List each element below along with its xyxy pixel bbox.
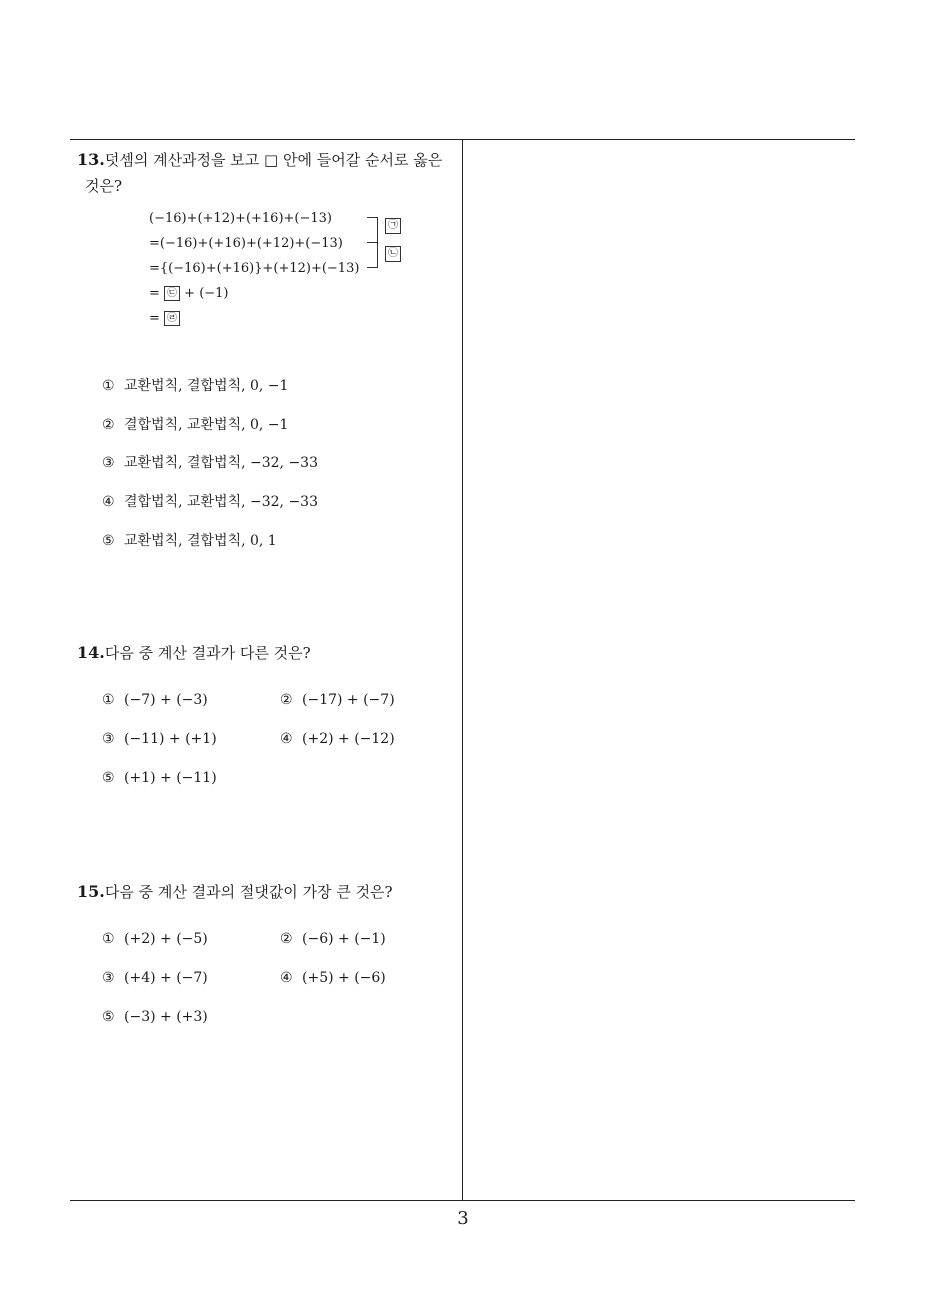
q15-option-2[interactable] [280, 931, 386, 947]
bracket-label-b: ㉡ [385, 246, 401, 262]
q15-option-3-text: (+4) + (−7) [124, 970, 208, 986]
q13-option-2[interactable] [102, 414, 288, 434]
q13-option-4-marker: ④ [102, 494, 115, 510]
q13-option-1[interactable] [102, 375, 288, 395]
question-14-line: 다음 중 계산 결과가 다른 것은? [104, 644, 311, 662]
question-15-text [77, 879, 457, 905]
q15-option-3[interactable] [102, 970, 208, 986]
question-13-text [77, 147, 457, 199]
q15-option-2-marker: ② [280, 931, 293, 947]
q14-option-5-marker: ⑤ [102, 770, 115, 786]
q14-option-3-marker: ③ [102, 731, 115, 747]
q13-option-4[interactable] [102, 491, 318, 511]
q15-option-3-marker: ③ [102, 970, 115, 986]
box-c: ㉢ [164, 286, 180, 301]
q13-option-5[interactable] [102, 530, 277, 550]
q13-option-1-text: 교환법칙, 결합법칙, 0, −1 [124, 378, 289, 394]
question-15-line: 다음 중 계산 결과의 절댓값이 가장 큰 것은? [104, 883, 393, 901]
box-d: ㉣ [164, 311, 180, 326]
q15-option-4-text: (+5) + (−6) [302, 970, 386, 986]
q15-option-2-text: (−6) + (−1) [302, 931, 386, 947]
q15-option-1[interactable] [102, 931, 208, 947]
question-14 [77, 640, 457, 666]
q15-option-1-marker: ① [102, 931, 115, 947]
q14-option-2-marker: ② [280, 692, 293, 708]
q13-option-5-marker: ⑤ [102, 533, 115, 549]
question-15-number: 15. [77, 882, 105, 901]
step-1: (−16)+(+12)+(+16)+(−13) [149, 211, 332, 226]
bracket-a [367, 217, 378, 243]
q14-option-4[interactable] [280, 731, 395, 747]
q14-option-2[interactable] [280, 692, 395, 708]
q13-option-4-text: 결합법칙, 교환법칙, −32, −33 [124, 494, 318, 510]
q15-option-5-marker: ⑤ [102, 1009, 115, 1025]
question-15 [77, 879, 457, 905]
q15-option-4[interactable] [280, 970, 386, 986]
step-4: = ㉢ + (−1) [149, 286, 229, 301]
page-number: 3 [457, 1208, 469, 1229]
q14-option-4-text: (+2) + (−12) [302, 731, 395, 747]
q13-option-1-marker: ① [102, 378, 115, 394]
q13-option-2-text: 결합법칙, 교환법칙, 0, −1 [124, 417, 289, 433]
q14-option-3-text: (−11) + (+1) [124, 731, 217, 747]
q15-option-5-text: (−3) + (+3) [124, 1009, 208, 1025]
question-13-line1: 덧셈의 계산과정을 보고 □ 안에 들어갈 순서로 옳은 [104, 151, 443, 169]
q13-option-5-text: 교환법칙, 결합법칙, 0, 1 [124, 533, 277, 549]
q14-option-5[interactable] [102, 770, 217, 786]
question-13 [77, 147, 457, 199]
q15-option-1-text: (+2) + (−5) [124, 931, 208, 947]
q14-option-5-text: (+1) + (−11) [124, 770, 217, 786]
q13-option-2-marker: ② [102, 417, 115, 433]
question-13-line2: 것은? [85, 177, 123, 195]
step-2: =(−16)+(+16)+(+12)+(−13) [149, 236, 343, 251]
q15-option-5[interactable] [102, 1009, 208, 1025]
calculation-steps [149, 206, 359, 331]
q14-option-4-marker: ④ [280, 731, 293, 747]
step-5: = ㉣ [149, 306, 359, 331]
q13-option-3[interactable] [102, 452, 318, 472]
step-3: ={(−16)+(+16)}+(+12)+(−13) [149, 261, 360, 276]
q13-option-3-text: 교환법칙, 결합법칙, −32, −33 [124, 455, 318, 471]
q15-option-4-marker: ④ [280, 970, 293, 986]
q13-option-3-marker: ③ [102, 455, 115, 471]
question-13-number: 13. [77, 150, 105, 169]
bottom-rule [70, 1200, 855, 1201]
q14-option-3[interactable] [102, 731, 217, 747]
q14-option-1-marker: ① [102, 692, 115, 708]
q14-option-1-text: (−7) + (−3) [124, 692, 208, 708]
q14-option-1[interactable] [102, 692, 208, 708]
bracket-b [367, 242, 378, 268]
column-divider [462, 139, 463, 1200]
bracket-label-a: ㉠ [385, 218, 401, 234]
q14-option-2-text: (−17) + (−7) [302, 692, 395, 708]
question-14-number: 14. [77, 643, 105, 662]
question-14-text [77, 640, 457, 666]
